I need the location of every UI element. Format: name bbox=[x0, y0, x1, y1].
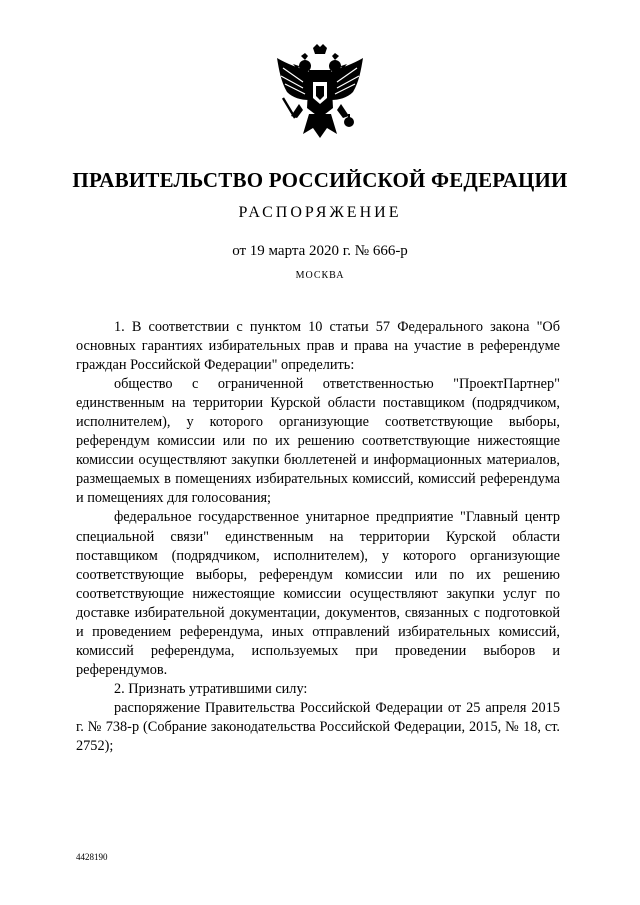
footer-code: 4428190 bbox=[76, 852, 108, 862]
paragraph: распоряжение Правительства Российской Федерации от 25 апреля 2015 г. № 738-р (Собрание законодательства Российской Федерации, 2015, № 18, ст. 2752); bbox=[76, 699, 560, 755]
government-title: ПРАВИТЕЛЬСТВО РОССИЙСКОЙ ФЕДЕРАЦИИ bbox=[72, 168, 568, 192]
paragraph: федеральное государственное унитарное предприятие "Главный центр специальной связи" единственным на территории Курской области поставщиком (подрядчиком, исполнителем), у которого организующие соответствующие выборы, референдум комиссии или по их решению соответствующие нижестоящие комиссии осуществляют закупки услуг по доставке избирательной документации, документов, связанных с подготовкой и проведением референдума, иных отправлений избирательных комиссий, комиссий референдума, используемых при проведении выборов и референдумов. bbox=[76, 509, 560, 678]
document-type: РАСПОРЯЖЕНИЕ bbox=[238, 204, 402, 221]
paragraph: 2. Признать утратившими силу: bbox=[114, 680, 308, 697]
russian-coat-of-arms-icon bbox=[269, 42, 371, 144]
paragraph: общество с ограниченной ответственностью "ПроектПартнер" единственным на территории Курской области поставщиком (подрядчиком, исполнителем), у которого организующие соответствующие выборы, референдум комиссии или по их решению соответствующие нижестоящие комиссии осуществляют закупки бюллетеней и информационных материалов, размещаемых в помещениях избирательных комиссий, комиссий референдума и помещениях для голосования; bbox=[76, 376, 560, 507]
document-city: МОСКВА bbox=[295, 270, 345, 281]
document-body bbox=[76, 318, 560, 756]
document-date-number: от 19 марта 2020 г. № 666-р bbox=[232, 243, 408, 259]
paragraph: 1. В соответствии с пунктом 10 статьи 57 Федерального закона "Об основных гарантиях избирательных прав и права на участие в референдуме граждан Российской Федерации" определить: bbox=[76, 319, 560, 374]
